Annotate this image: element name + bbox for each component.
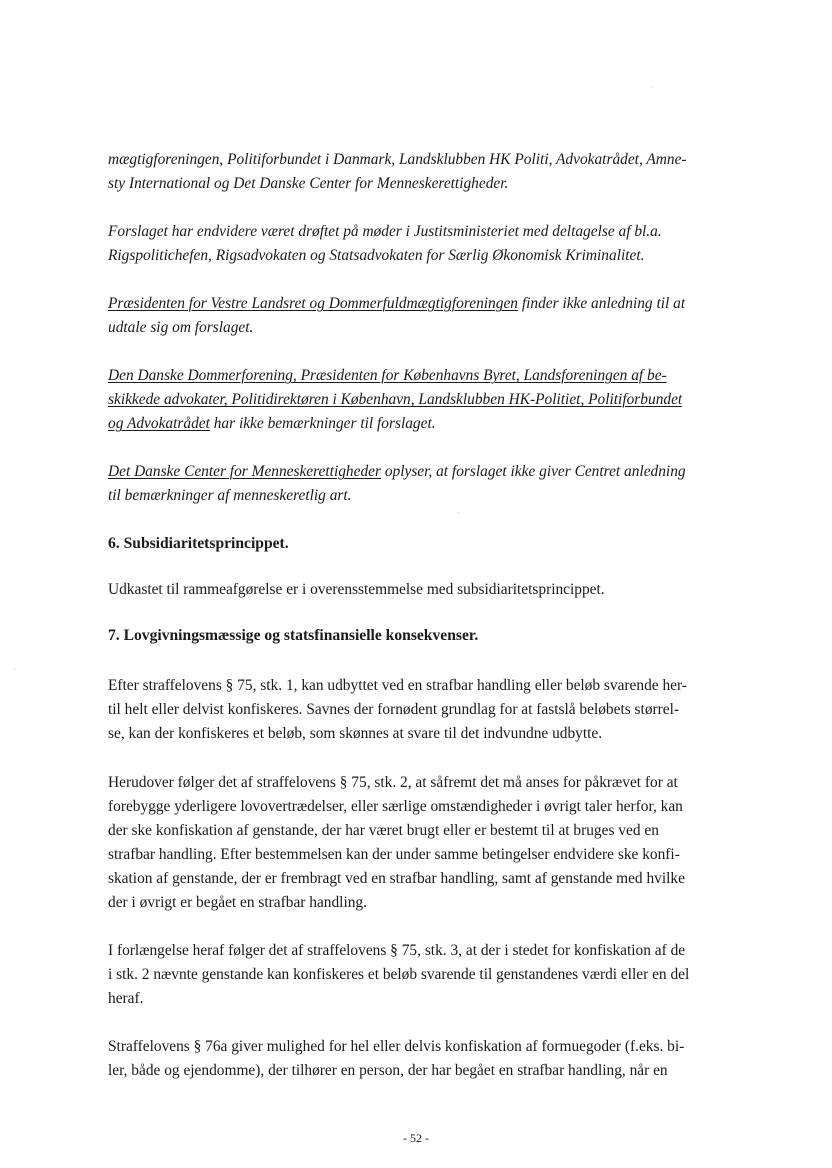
text-segment: forebygge yderligere lovovertrædelser, eller særlige omstændigheder i øvrigt taler herfor, kan — [108, 798, 683, 815]
underlined-text: skikkede advokater, Politidirektøren i København, Landsklubben HK-Politiet, Politiforbundet — [108, 391, 683, 408]
text-line — [108, 414, 436, 434]
text-segment: Straffelovens § 76a giver mulighed for hel eller delvis konfiskation af formuegoder (f.eks. bi- — [108, 1038, 685, 1055]
text-line — [108, 821, 659, 841]
text-segment: udtale sig om forslaget. — [108, 319, 254, 336]
text-line — [108, 941, 685, 961]
text-line — [108, 773, 678, 793]
text-line — [108, 797, 683, 817]
text-line — [108, 366, 667, 386]
text-segment: Forslaget har endvidere været drøftet på møder i Justitsministeriet med deltagelse af bl.a. — [108, 223, 662, 240]
text-line — [108, 869, 685, 889]
text-segment: i stk. 2 nævnte genstande kan konfiskeres et beløb svarende til genstandenes værdi eller en del — [108, 966, 690, 983]
page-number: - 52 - — [403, 1131, 429, 1145]
text-segment: har ikke bemærkninger til forslaget. — [209, 415, 436, 432]
text-segment: sty International og Det Danske Center for Menneskerettigheder. — [108, 175, 509, 192]
section-heading: 6. Subsidiaritetsprincippet. — [108, 535, 289, 552]
text-segment: finder ikke anledning til at — [517, 295, 686, 312]
text-segment: Udkastet til rammeafgørelse er i overensstemmelse med subsidiaritetsprincippet. — [108, 581, 605, 598]
underlined-text: Den Danske Dommerforening, Præsidenten for Københavns Byret, Landsforeningen af be- — [108, 367, 667, 384]
text-segment: Rigspolitichefen, Rigsadvokaten og Statsadvokaten for Særlig Økonomisk Kriminalitet. — [108, 247, 645, 264]
text-segment: oplyser, at forslaget ikke giver Centret anledning — [380, 463, 686, 480]
text-segment: I forlængelse heraf følger det af straffelovens § 75, stk. 3, at der i stedet for konfiskation af de — [108, 942, 686, 959]
text-line — [108, 222, 662, 242]
scan-speck — [458, 512, 459, 513]
text-line — [108, 318, 253, 338]
text-segment: der i øvrigt er begået en strafbar handling. — [108, 894, 367, 911]
text-line — [108, 845, 680, 865]
text-segment: se, kan der konfiskeres et beløb, som skønnes at svare til det indvundne udbytte. — [108, 725, 603, 742]
text-line — [108, 700, 679, 720]
text-segment: der ske konfiskation af genstande, der har været brugt eller er bestemt til at bruges ved en — [108, 822, 659, 839]
text-line — [108, 893, 367, 913]
text-line — [108, 462, 686, 482]
scan-speck — [651, 86, 652, 87]
text-segment: til helt eller delvist konfiskeres. Savnes der fornødent grundlag for at fastslå beløbets størrel- — [108, 701, 680, 718]
text-segment: skation af genstande, der er frembragt ved en strafbar handling, samt af genstande med hvilke — [108, 870, 685, 887]
text-segment: Efter straffelovens § 75, stk. 1, kan udbyttet ved en strafbar handling eller beløb svarende her- — [108, 677, 687, 694]
text-line — [108, 150, 687, 170]
text-line — [108, 626, 478, 646]
text-segment: til bemærkninger af menneskeretlig art. — [108, 487, 352, 504]
text-line — [108, 1037, 684, 1057]
underlined-text: og Advokatrådet — [108, 415, 210, 432]
text-segment: mægtigforeningen, Politiforbundet i Danmark, Landsklubben HK Politi, Advokatrådet, Amne- — [108, 151, 687, 168]
text-line — [108, 1061, 668, 1081]
text-line — [108, 965, 689, 985]
section-heading: 7. Lovgivningsmæssige og statsfinansielle konsekvenser. — [108, 627, 479, 644]
text-line — [108, 534, 289, 554]
text-line — [108, 989, 143, 1009]
text-line — [108, 246, 644, 266]
text-line — [108, 174, 508, 194]
text-line — [108, 676, 687, 696]
text-segment: strafbar handling. Efter bestemmelsen kan der under samme betingelser endvidere ske konfi- — [108, 846, 680, 863]
text-segment: heraf. — [108, 990, 144, 1007]
text-segment: Herudover følger det af straffelovens § 75, stk. 2, at såfremt det må anses for påkrævet for at — [108, 774, 678, 791]
text-line — [108, 724, 602, 744]
underlined-text: Præsidenten for Vestre Landsret og Dommerfuldmægtigforeningen — [108, 295, 518, 312]
text-line — [108, 486, 352, 506]
underlined-text: Det Danske Center for Menneskerettigheder — [108, 463, 381, 480]
text-line — [108, 580, 605, 600]
scan-speck — [14, 668, 15, 669]
text-line — [108, 390, 682, 410]
text-line — [108, 294, 685, 314]
text-segment: ler, både og ejendomme), der tilhører en person, der har begået en strafbar handling, når en — [108, 1062, 668, 1079]
